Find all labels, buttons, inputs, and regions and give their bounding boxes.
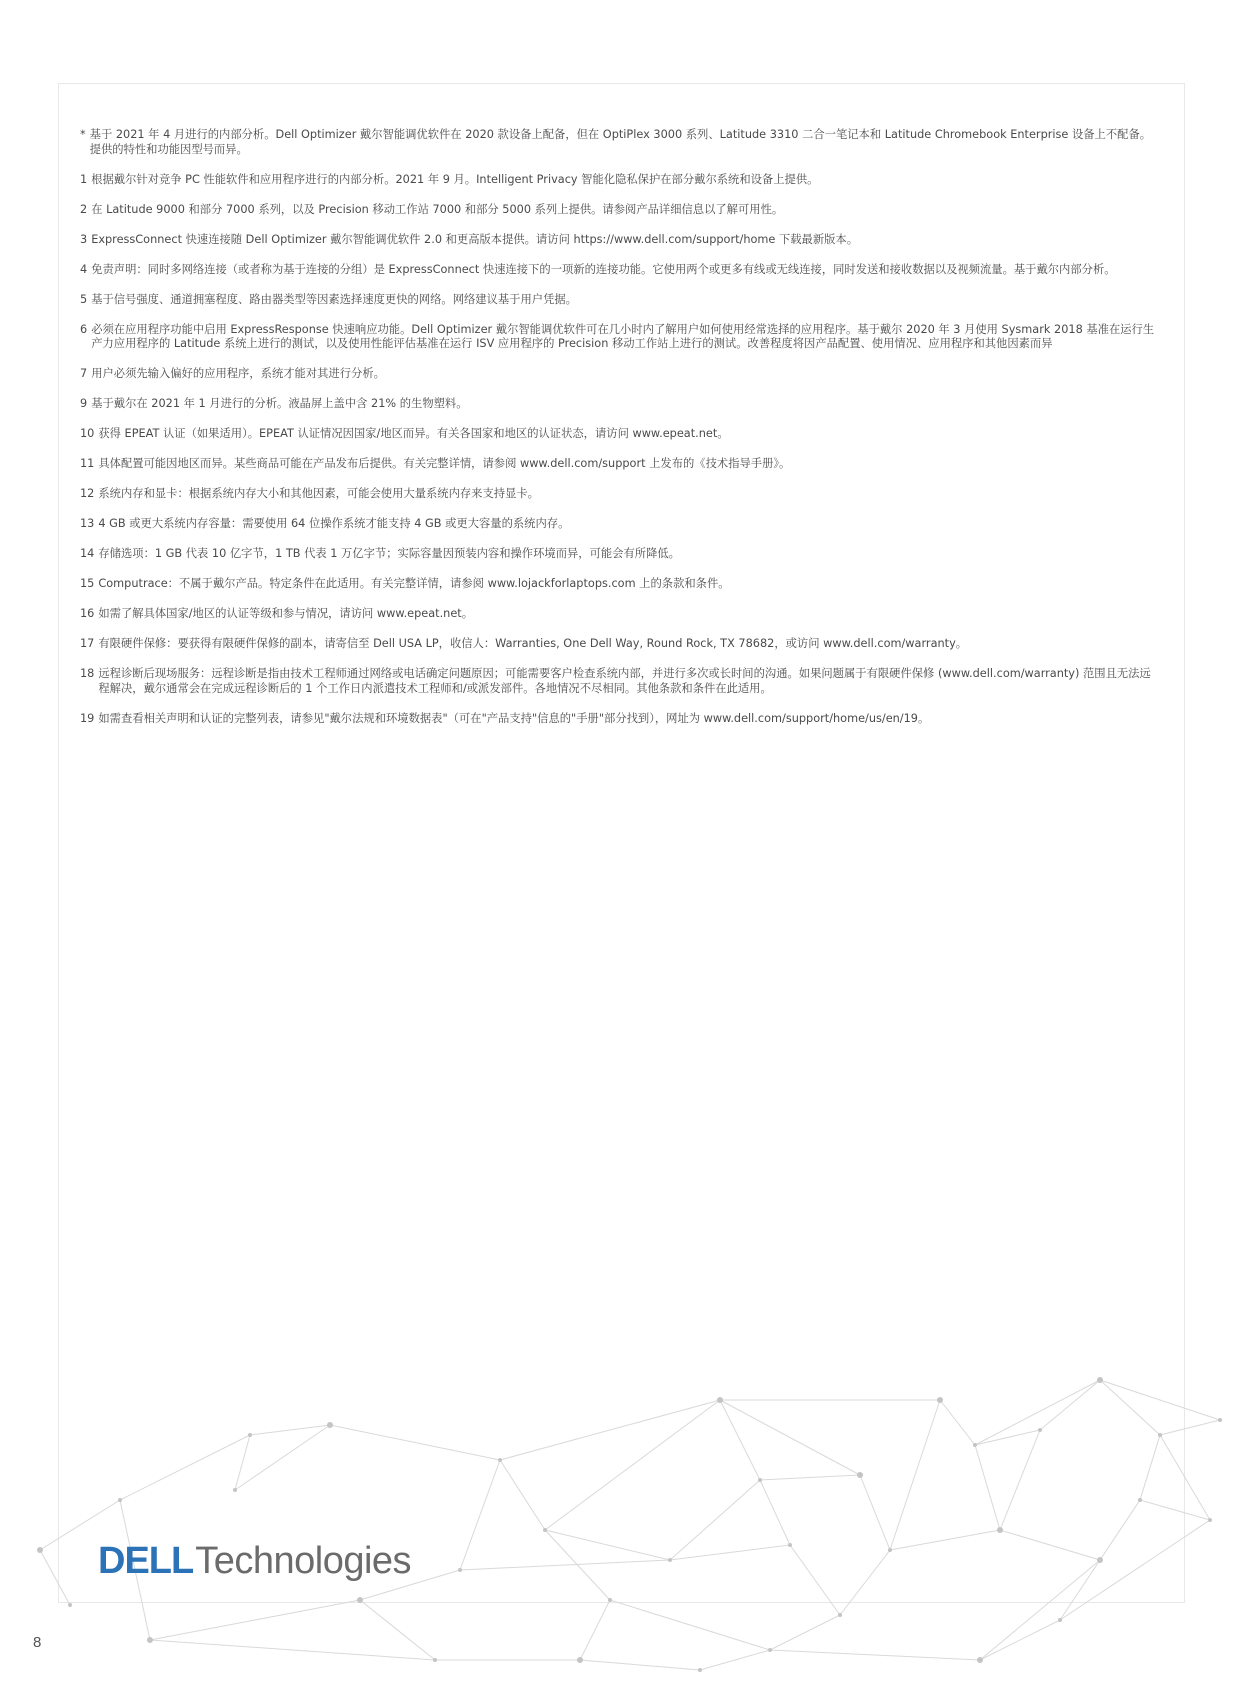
network-line xyxy=(500,1460,545,1530)
network-node xyxy=(698,1668,702,1672)
footnote-text: 4 GB 或更大系统内存容量：需要使用 64 位操作系统才能支持 4 GB 或更大容量的系统内存。 xyxy=(98,517,570,530)
network-node xyxy=(1208,1518,1212,1522)
network-node xyxy=(233,1488,237,1492)
network-node xyxy=(668,1558,672,1562)
footnote-item xyxy=(80,667,1160,696)
network-line xyxy=(790,1545,840,1615)
footnote-marker: 7 xyxy=(80,367,88,380)
footnote-text: 基于信号强度、通道拥塞程度、路由器类型等因素选择速度更快的网络。网络建议基于用户凭据。 xyxy=(91,292,577,306)
network-node xyxy=(977,1657,983,1663)
network-line xyxy=(720,1400,860,1475)
network-line xyxy=(890,1530,1000,1550)
footnote-item xyxy=(80,607,1160,622)
footnote-marker: 4 xyxy=(80,262,88,276)
network-node xyxy=(1218,1418,1222,1422)
dell-technologies-logo xyxy=(98,1540,411,1580)
network-line xyxy=(610,1600,770,1650)
footnote-item xyxy=(80,487,1160,502)
footnote-item xyxy=(80,203,1160,218)
logo-technologies-wordmark: Technologies xyxy=(195,1540,412,1582)
network-line xyxy=(890,1400,940,1550)
footnote-item xyxy=(80,293,1160,308)
network-background-graphic xyxy=(0,1360,1240,1683)
footnote-text: 基于戴尔在 2021 年 1 月进行的分析。液晶屏上盖中含 21% 的生物塑料。 xyxy=(91,397,468,410)
footnote-text: 基于 2021 年 4 月进行的内部分析。Dell Optimizer 戴尔智能调优软件在 2020 款设备上配备，但在 OptiPlex 3000 系列、Latitude 3310 二合一笔记本和 Latitude Chromebook Enterprise 设备上不配备。提供的特性和功能因型号而异。 xyxy=(89,128,1152,156)
footnote-marker: 15 xyxy=(80,577,95,590)
network-line xyxy=(1000,1530,1100,1560)
network-node xyxy=(997,1527,1003,1533)
network-node xyxy=(1097,1377,1103,1383)
network-line xyxy=(580,1660,700,1670)
network-line xyxy=(760,1480,790,1545)
network-node xyxy=(838,1613,842,1617)
footnote-marker: 17 xyxy=(80,637,95,650)
network-line xyxy=(545,1530,670,1560)
footnote-text: 用户必须先输入偏好的应用程序，系统才能对其进行分析。 xyxy=(91,367,385,380)
network-line xyxy=(1060,1560,1100,1620)
footnote-marker: 6 xyxy=(80,322,88,336)
network-node xyxy=(768,1648,772,1652)
network-node xyxy=(147,1637,153,1643)
footnote-text: 必须在应用程序功能中启用 ExpressResponse 快速响应功能。Dell Optimizer 戴尔智能调优软件可在几小时内了解用户如何使用经常选择的应用程序。基于戴尔 2020 年 3 月使用 Sysmark 2018 基准在运行生产力应用程序的 Latitude 系统上进行的测试，以及使用性能评估基准在运行 ISV 应用程序的 Precision 移动工作站上进行的测试。改善程度将因产品配置、使用情况、应用程序和其他因素而异 xyxy=(91,322,1155,350)
network-node xyxy=(1038,1428,1042,1432)
footnote-item xyxy=(80,457,1160,472)
network-line xyxy=(40,1550,70,1605)
network-node xyxy=(788,1543,792,1547)
footnote-item xyxy=(80,233,1160,248)
network-line xyxy=(1100,1380,1160,1435)
network-node xyxy=(937,1397,943,1403)
footnote-text: 存储选项：1 GB 代表 10 亿字节，1 TB 代表 1 万亿字节；实际容量因预装内容和操作环境而异，可能会有所降低。 xyxy=(98,547,680,560)
network-line xyxy=(670,1545,790,1560)
network-line xyxy=(330,1425,500,1460)
footnote-marker: 16 xyxy=(80,607,95,620)
network-node xyxy=(1158,1433,1162,1437)
footnotes-list xyxy=(80,128,1160,742)
footnote-text: 具体配置可能因地区而异。某些商品可能在产品发布后提供。有关完整详情，请参阅 www.dell.com/support 上发布的《技术指导手册》。 xyxy=(98,457,791,470)
footnote-marker: 11 xyxy=(80,457,95,470)
network-line xyxy=(1100,1500,1140,1560)
network-line xyxy=(460,1460,500,1570)
footnote-marker: 5 xyxy=(80,292,88,306)
network-line xyxy=(1160,1420,1220,1435)
footnote-marker: 9 xyxy=(80,397,88,410)
footnote-marker: 10 xyxy=(80,427,95,440)
network-node xyxy=(498,1458,502,1462)
network-node xyxy=(717,1397,723,1403)
footnote-text: Computrace：不属于戴尔产品。特定条件在此适用。有关完整详情，请参阅 www.lojackforlaptops.com 上的条款和条件。 xyxy=(98,577,730,590)
network-line xyxy=(120,1435,250,1500)
footnote-item xyxy=(80,173,1160,188)
footnote-item xyxy=(80,547,1160,562)
network-line xyxy=(1060,1520,1210,1620)
network-node xyxy=(608,1598,612,1602)
network-node xyxy=(118,1498,122,1502)
network-line xyxy=(150,1600,360,1640)
footnote-text: 获得 EPEAT 认证（如果适用）。EPEAT 认证情况因国家/地区而异。有关各国家和地区的认证状态，请访问 www.epeat.net。 xyxy=(98,427,729,440)
footnote-marker: 3 xyxy=(80,232,88,246)
network-line xyxy=(975,1445,1000,1530)
footnote-text: 如需了解具体国家/地区的认证等级和参与情况，请访问 www.epeat.net。 xyxy=(98,607,474,620)
network-node xyxy=(37,1547,43,1553)
network-line xyxy=(545,1400,720,1530)
network-line xyxy=(1000,1430,1040,1530)
logo-dell-wordmark: DELL xyxy=(98,1540,194,1582)
network-line xyxy=(770,1650,980,1660)
footnote-item xyxy=(80,263,1160,278)
network-node xyxy=(248,1433,252,1437)
footnote-text: 有限硬件保修：要获得有限硬件保修的副本，请寄信至 Dell USA LP，收信人：Warranties, One Dell Way, Round Rock, TX 78682，或访问 www.dell.com/warranty。 xyxy=(98,637,968,650)
network-node xyxy=(857,1472,863,1478)
network-line xyxy=(580,1600,610,1660)
footnote-item xyxy=(80,637,1160,652)
footnote-text: 系统内存和显卡：根据系统内存大小和其他因素，可能会使用大量系统内存来支持显卡。 xyxy=(98,487,539,500)
footnote-text: 在 Latitude 9000 和部分 7000 系列，以及 Precision 移动工作站 7000 和部分 5000 系列上提供。请参阅产品详细信息以了解可用性。 xyxy=(91,202,784,216)
network-node xyxy=(433,1658,437,1662)
page-number: 8 xyxy=(33,1634,42,1651)
footnote-text: 如需查看相关声明和认证的完整列表，请参见"戴尔法规和环境数据表"（可在"产品支持"信息的"手册"部分找到），网址为 www.dell.com/support/home/us/en/19。 xyxy=(98,711,930,725)
footnote-item xyxy=(80,517,1160,532)
network-line xyxy=(1100,1380,1220,1420)
footnote-marker: 1 xyxy=(80,172,88,186)
footnote-text: 根据戴尔针对竞争 PC 性能软件和应用程序进行的内部分析。2021 年 9 月。Intelligent Privacy 智能化隐私保护在部分戴尔系统和设备上提供。 xyxy=(91,172,819,186)
network-line xyxy=(720,1400,760,1480)
network-node xyxy=(888,1548,892,1552)
footnote-text: ExpressConnect 快速连接随 Dell Optimizer 戴尔智能调优软件 2.0 和更高版本提供。请访问 https://www.dell.com/support/home 下载最新版本。 xyxy=(91,232,859,246)
network-node xyxy=(327,1422,333,1428)
network-line xyxy=(975,1430,1040,1445)
footnote-item xyxy=(80,397,1160,412)
footnote-text: 远程诊断后现场服务：远程诊断是指由技术工程师通过网络或电话确定问题原因；可能需要客户检查系统内部，并进行多次或长时间的沟通。如果问题属于有限硬件保修 (www.dell.com/warranty) 范围且无法远程解决，戴尔通常会在完成远程诊断后的 1 个工作日内派遣技术工程师和/或派发部件。各地情况不尽相同。其他条款和条件在此适用。 xyxy=(98,667,1151,695)
network-line xyxy=(460,1560,670,1570)
network-node xyxy=(68,1603,72,1607)
footnote-marker: * xyxy=(80,128,86,141)
network-line xyxy=(150,1640,435,1660)
network-line xyxy=(1160,1435,1210,1520)
network-line xyxy=(760,1475,860,1480)
network-node xyxy=(758,1478,762,1482)
network-node xyxy=(357,1597,363,1603)
footnote-marker: 13 xyxy=(80,517,95,530)
footnote-marker: 18 xyxy=(80,667,95,680)
footnote-text: 免责声明：同时多网络连接（或者称为基于连接的分组）是 ExpressConnect 快速连接下的一项新的连接功能。它使用两个或更多有线或无线连接，同时发送和接收数据以及视频流量。基于戴尔内部分析。 xyxy=(91,262,1116,276)
network-node xyxy=(973,1443,977,1447)
network-line xyxy=(360,1600,435,1660)
footnote-marker: 19 xyxy=(80,711,95,725)
network-node xyxy=(1097,1557,1103,1563)
network-line xyxy=(1040,1380,1100,1430)
network-line xyxy=(770,1615,840,1650)
network-line xyxy=(1140,1435,1160,1500)
footnote-marker: 12 xyxy=(80,487,95,500)
network-node xyxy=(458,1568,462,1572)
network-line xyxy=(840,1550,890,1615)
network-node xyxy=(1138,1498,1142,1502)
footnote-item xyxy=(80,367,1160,382)
network-node xyxy=(543,1528,547,1532)
network-line xyxy=(670,1480,760,1560)
network-line xyxy=(500,1400,720,1460)
footnote-item xyxy=(80,128,1160,157)
network-node xyxy=(1058,1618,1062,1622)
footnote-item xyxy=(80,577,1160,592)
network-node xyxy=(577,1657,583,1663)
footnote-marker: 2 xyxy=(80,202,88,216)
footnote-item xyxy=(80,427,1160,442)
footnote-item xyxy=(80,323,1160,352)
network-line xyxy=(940,1400,975,1445)
network-line xyxy=(700,1650,770,1670)
network-line xyxy=(980,1560,1100,1660)
network-line xyxy=(860,1475,890,1550)
footnote-marker: 14 xyxy=(80,547,95,560)
network-line xyxy=(980,1620,1060,1660)
footnote-item xyxy=(80,712,1160,727)
